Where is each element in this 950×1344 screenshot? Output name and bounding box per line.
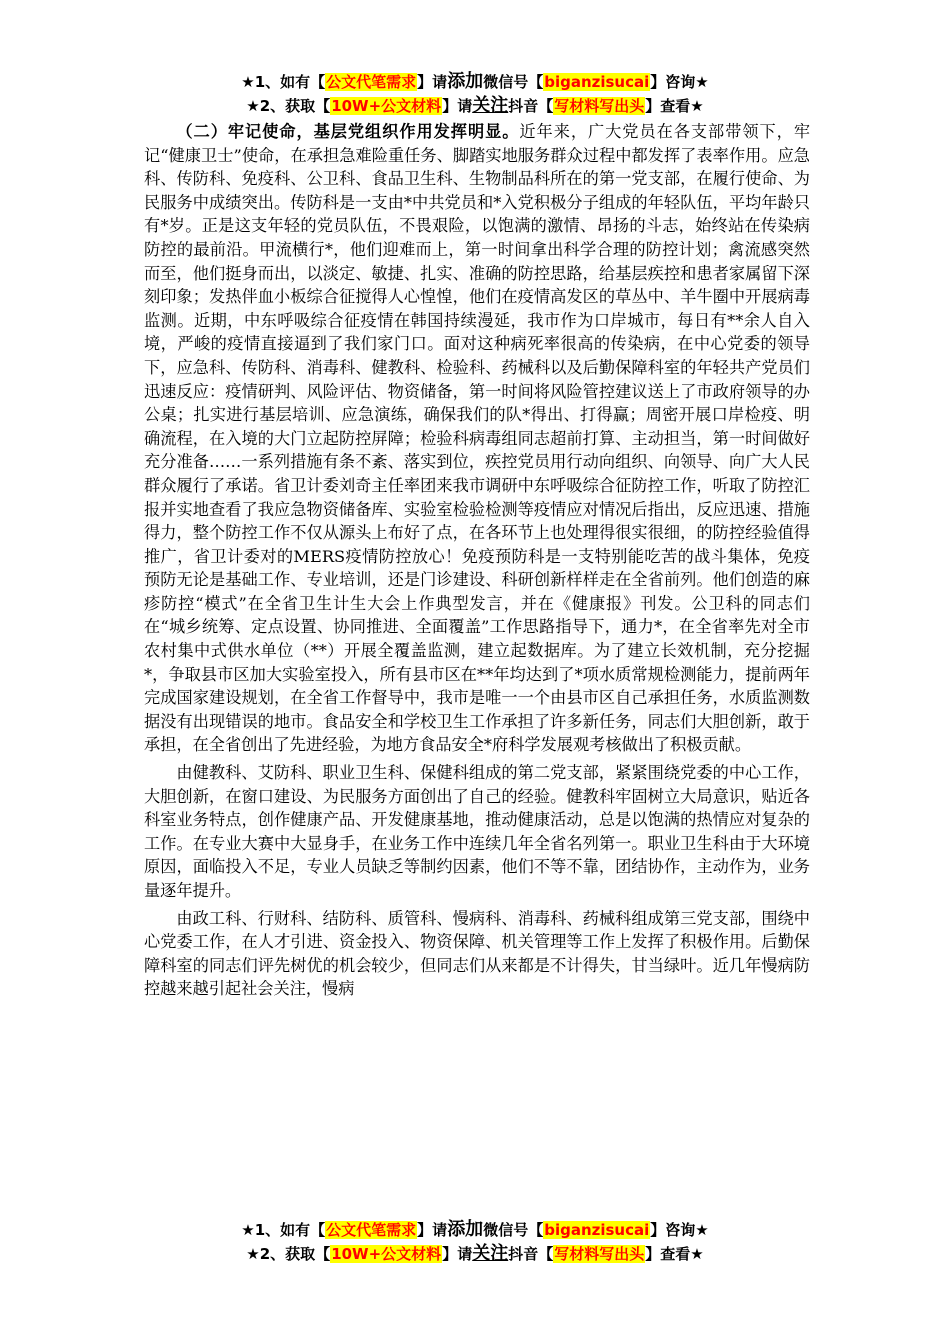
paragraph-text: 由健教科、艾防科、职业卫生科、保健科组成的第二党支部，紧紧围绕党委的中心工作，大胆创新，在窗口建设、为民服务方面创出了自己的经验。健教科牢固树立大局意识，贴近各科室业务特点，创作健康产品、开发健康基地，推动健康活动，总是以饱满的热情应对复杂的工作。在专业大赛中大显身手，在业务工作中连续几年全省名列第一。职业卫生科由于大环境原因，面临投入不足，专业人员缺乏等制约因素，他们不等不靠，团结协作，主动作为，业务量逐年提升。	[144, 763, 810, 900]
promo-banner-douyin-footer	[0, 1242, 950, 1266]
paragraph-text: 近年来，广大党员在各支部带领下，牢记“健康卫士”使命，在承担急难险重任务、脚踏实地服务群众过程中都发挥了表率作用。应急科、传防科、免疫科、公卫科、食品卫生科、生物制品科所在的第一党支部，在履行使命、为民服务中成绩突出。传防科是一支由*中共党员和*入党积极分子组成的年轻队伍，平均年龄只有*岁。正是这支年轻的党员队伍，不畏艰险，以饱满的激情、昂扬的斗志，始终站在传染病防控的最前沿。甲流横行*，他们迎难而上，第一时间拿出科学合理的防控计划；禽流感突然而至，他们挺身而出，以淡定、敏捷、扎实、准确的防控思路，给基层疾控和患者家属留下深刻印象；发热伴血小板综合征搅得人心惶惶，他们在疫情高发区的草丛中、羊牛圈中开展病毒监测。近期，中东呼吸综合征疫情在韩国持续漫延，我市作为口岸城市，每日有**余人自入境，严峻的疫情直接逼到了我们家门口。面对这种病死率很高的传染病，在中心党委的领导下，应急科、传防科、消毒科、健教科、检验科、药械科以及后勤保障科室的年轻共产党员们迅速反应：疫情研判、风险评估、物资储备，第一时间将风险管控建议送上了市政府领导的办公桌；扎实进行基层培训、应急演练，确保我们的队*得出、打得赢；周密开展口岸检疫、明确流程，在入境的大门立起防控屏障；检验科病毒组同志超前打算、主动担当，第一时间做好充分准备……一系列措施有条不紊、落实到位，疾控党员用行动向组织、向领导、向广大人民群众履行了承诺。省卫计委刘奇主任率团来我市调研中东呼吸综合征防控工作，听取了防控汇报并实地查看了我应急物资储备库、实验室检验检测等疫情应对情况后指出，反应迅速、措施得力，整个防控工作不仅从源头上布好了点，在各环节上也处理得很实很细，的防控经验值得推广，省卫计委对的MERS疫情防控放心！免疫预防科是一支特别能吃苦的战斗集体，免疫预防无论是基础工作、专业培训，还是门诊建设、科研创新样样走在全省前列。他们创造的麻疹防控“模式”在全省卫生计生大会上作典型发言，并在《健康报》刊发。公卫科的同志们在“城乡统筹、定点设置、协同推进、全面覆盖”工作思路指导下，通力*，在全省率先对全市农村集中式供水单位（**）开展全覆盖监测，建立起数据库。为了建立长效机制，充分挖掘*，争取县市区加大实验室投入，所有县市区在**年均达到了*项水质常规检测能力，提前两年完成国家建设规划，在全省工作督导中，我市是唯一一个由县市区自己承担任务，水质监测数据没有出现错误的地市。食品安全和学校卫生工作承担了许多新任务，同志们大胆创新，敢于承担，在全省创出了先进经验，为地方食品安全*府科学发展观考核做出了积极贡献。	[144, 122, 811, 755]
banner-emphasis: 关注	[472, 1243, 509, 1264]
paragraph-text: 由政工科、行财科、结防科、质管科、慢病科、消毒科、药械科组成第三党支部，围绕中心党委工作，在人才引进、资金投入、物资保障、机关管理等工作上发挥了积极作用。后勤保障科室的同志们评先树优的机会较少，但同志们从来都是不计得失，甘当绿叶。近几年慢病防控越来越引起社会关注，慢病	[144, 908, 810, 999]
banner-highlight-service: 公文代笔需求	[326, 1221, 417, 1239]
banner-highlight-wechat-id: biganzisucai	[544, 1221, 650, 1239]
banner-text: 】查看★	[645, 1245, 704, 1263]
banner-text: 抖音【	[508, 1245, 554, 1263]
paragraph-3	[144, 907, 810, 1001]
banner-text: 】请	[417, 73, 448, 91]
banner-emphasis: 关注	[472, 95, 509, 116]
banner-text: 微信号【	[483, 1221, 544, 1239]
paragraph-2	[144, 761, 810, 903]
banner-highlight-wechat-id: biganzisucai	[544, 73, 650, 91]
promo-banner-wechat	[0, 70, 950, 94]
banner-highlight-materials: 10W+公文材料	[331, 1245, 442, 1263]
banner-text: 】请	[442, 1245, 473, 1263]
banner-emphasis: 添加	[447, 71, 484, 92]
banner-text: 】咨询★	[650, 1221, 709, 1239]
banner-text: 抖音【	[508, 97, 554, 115]
banner-text: 】请	[442, 97, 473, 115]
banner-text: ★2、获取【	[246, 97, 331, 115]
promo-banner-douyin	[0, 94, 950, 118]
banner-text: 】查看★	[645, 97, 704, 115]
banner-highlight-douyin-id: 写材料写出头	[554, 97, 645, 115]
section-heading: （二）牢记使命，基层党组织作用发挥明显。	[176, 122, 520, 141]
paragraph-1	[144, 120, 810, 757]
banner-text: 微信号【	[483, 73, 544, 91]
banner-text: ★1、如有【	[241, 73, 326, 91]
banner-highlight-service: 公文代笔需求	[326, 73, 417, 91]
banner-text: 】咨询★	[650, 73, 709, 91]
banner-emphasis: 添加	[447, 1219, 484, 1240]
banner-highlight-materials: 10W+公文材料	[331, 97, 442, 115]
banner-highlight-douyin-id: 写材料写出头	[554, 1245, 645, 1263]
promo-banner-wechat-footer	[0, 1218, 950, 1242]
banner-text: 】请	[417, 1221, 448, 1239]
document-body	[144, 120, 810, 1005]
banner-text: ★2、获取【	[246, 1245, 331, 1263]
banner-text: ★1、如有【	[241, 1221, 326, 1239]
